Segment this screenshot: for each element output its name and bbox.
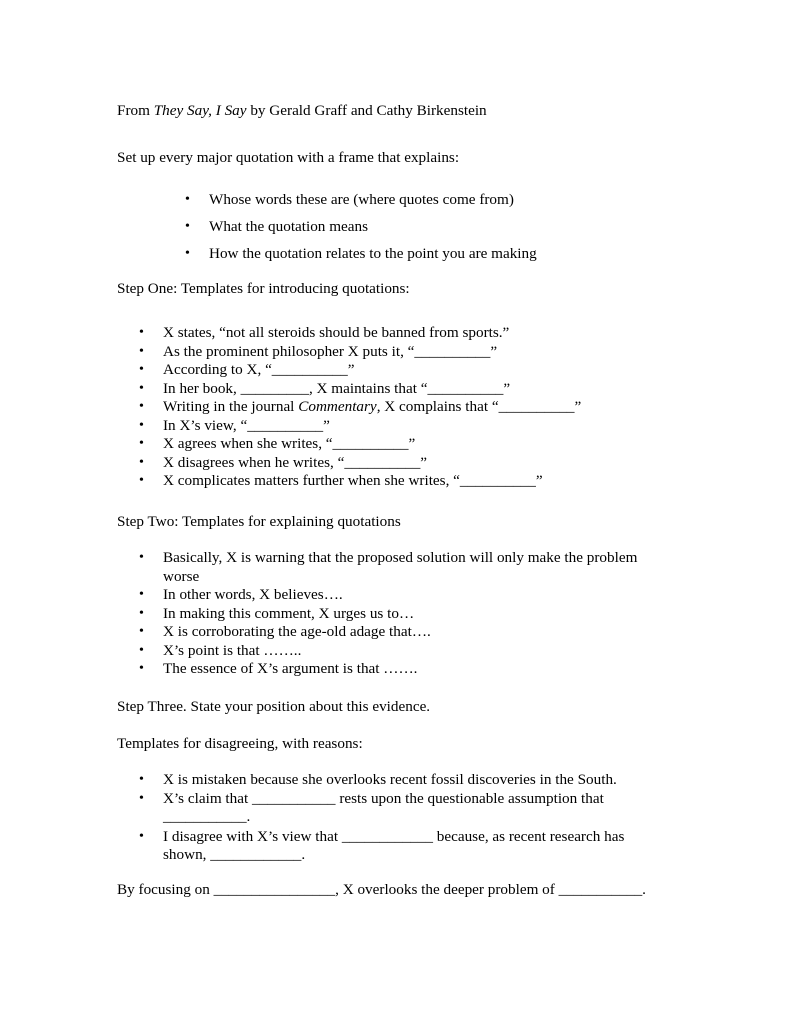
source-suffix: by Gerald Graff and Cathy Birkenstein [246, 102, 487, 119]
source-line [117, 102, 487, 120]
list-item: • The essence of X’s argument is that ……. [139, 660, 418, 677]
list-item: • X is corroborating the age-old adage that…. [139, 623, 431, 640]
bullet-icon: • [139, 587, 144, 602]
list-item: • X’s claim that ___________ rests upon the questionable assumption that ___________. [139, 789, 604, 825]
bullet-icon: • [139, 642, 144, 658]
bullet-icon: • [139, 343, 144, 359]
list-item: • In X’s view, “__________” [139, 416, 330, 434]
frame-list [185, 191, 537, 272]
list-item: • In making this comment, X urges us to… [139, 604, 415, 622]
closing-sentence: By focusing on ________________, X overlooks the deeper problem of ___________. [117, 881, 646, 898]
disagree-heading: Templates for disagreeing, with reasons: [117, 735, 363, 752]
bullet-icon: • [139, 325, 144, 340]
list-item: • X agrees when she writes, “__________” [139, 435, 416, 452]
list-item: • X is mistaken because she overlooks recent fossil discoveries in the South. [139, 771, 617, 788]
book-title: They Say, I Say [153, 102, 247, 119]
list-item: • In her book, _________, X maintains that “__________” [139, 379, 511, 397]
source-prefix: From [117, 102, 154, 119]
journal-name: Commentary [298, 398, 377, 415]
step-one-heading: Step One: Templates for introducing quotations: [117, 280, 410, 297]
bullet-icon: • [139, 624, 144, 639]
bullet-icon: • [139, 473, 144, 488]
step-two-list [139, 549, 663, 679]
bullet-icon: • [185, 219, 190, 234]
list-item: • How the quotation relates to the point you are making [185, 245, 537, 262]
list-item: • X states, “not all steroids should be banned from sports.” [139, 324, 510, 341]
list-item: • In other words, X believes…. [139, 586, 343, 603]
disagree-list [139, 771, 653, 865]
bullet-icon: • [139, 772, 144, 787]
bullet-icon: • [139, 828, 144, 844]
bullet-icon: • [139, 454, 144, 470]
list-item: • What the quotation means [185, 218, 369, 235]
list-item: • Whose words these are (where quotes come from) [185, 191, 514, 208]
bullet-icon: • [139, 790, 144, 806]
list-item: • X’s point is that …….. [139, 641, 302, 659]
list-item: • I disagree with X’s view that ____________ because, as recent research has shown, ____________. [139, 827, 625, 863]
bullet-icon: • [139, 436, 144, 451]
list-item: • X disagrees when he writes, “__________” [139, 453, 428, 471]
step-three-heading: Step Three. State your position about this evidence. [117, 698, 431, 715]
bullet-icon: • [139, 550, 144, 565]
bullet-icon: • [185, 246, 190, 261]
bullet-icon: • [139, 399, 144, 414]
list-item: • X complicates matters further when she writes, “__________” [139, 472, 543, 489]
list-item: • Writing in the journal Commentary, X complains that “__________” [139, 398, 582, 415]
list-item: • Basically, X is warning that the proposed solution will only make the problem worse [139, 549, 638, 585]
intro-text: Set up every major quotation with a frame that explains: [117, 149, 460, 166]
bullet-icon: • [139, 605, 144, 621]
list-item: • According to X, “__________” [139, 361, 355, 378]
bullet-icon: • [185, 192, 190, 207]
bullet-icon: • [139, 661, 144, 676]
bullet-icon: • [139, 362, 144, 377]
list-item: • As the prominent philosopher X puts it, “__________” [139, 342, 498, 360]
step-two-heading: Step Two: Templates for explaining quotations [117, 513, 401, 530]
step-one-list [139, 324, 582, 491]
bullet-icon: • [139, 417, 144, 433]
bullet-icon: • [139, 380, 144, 396]
